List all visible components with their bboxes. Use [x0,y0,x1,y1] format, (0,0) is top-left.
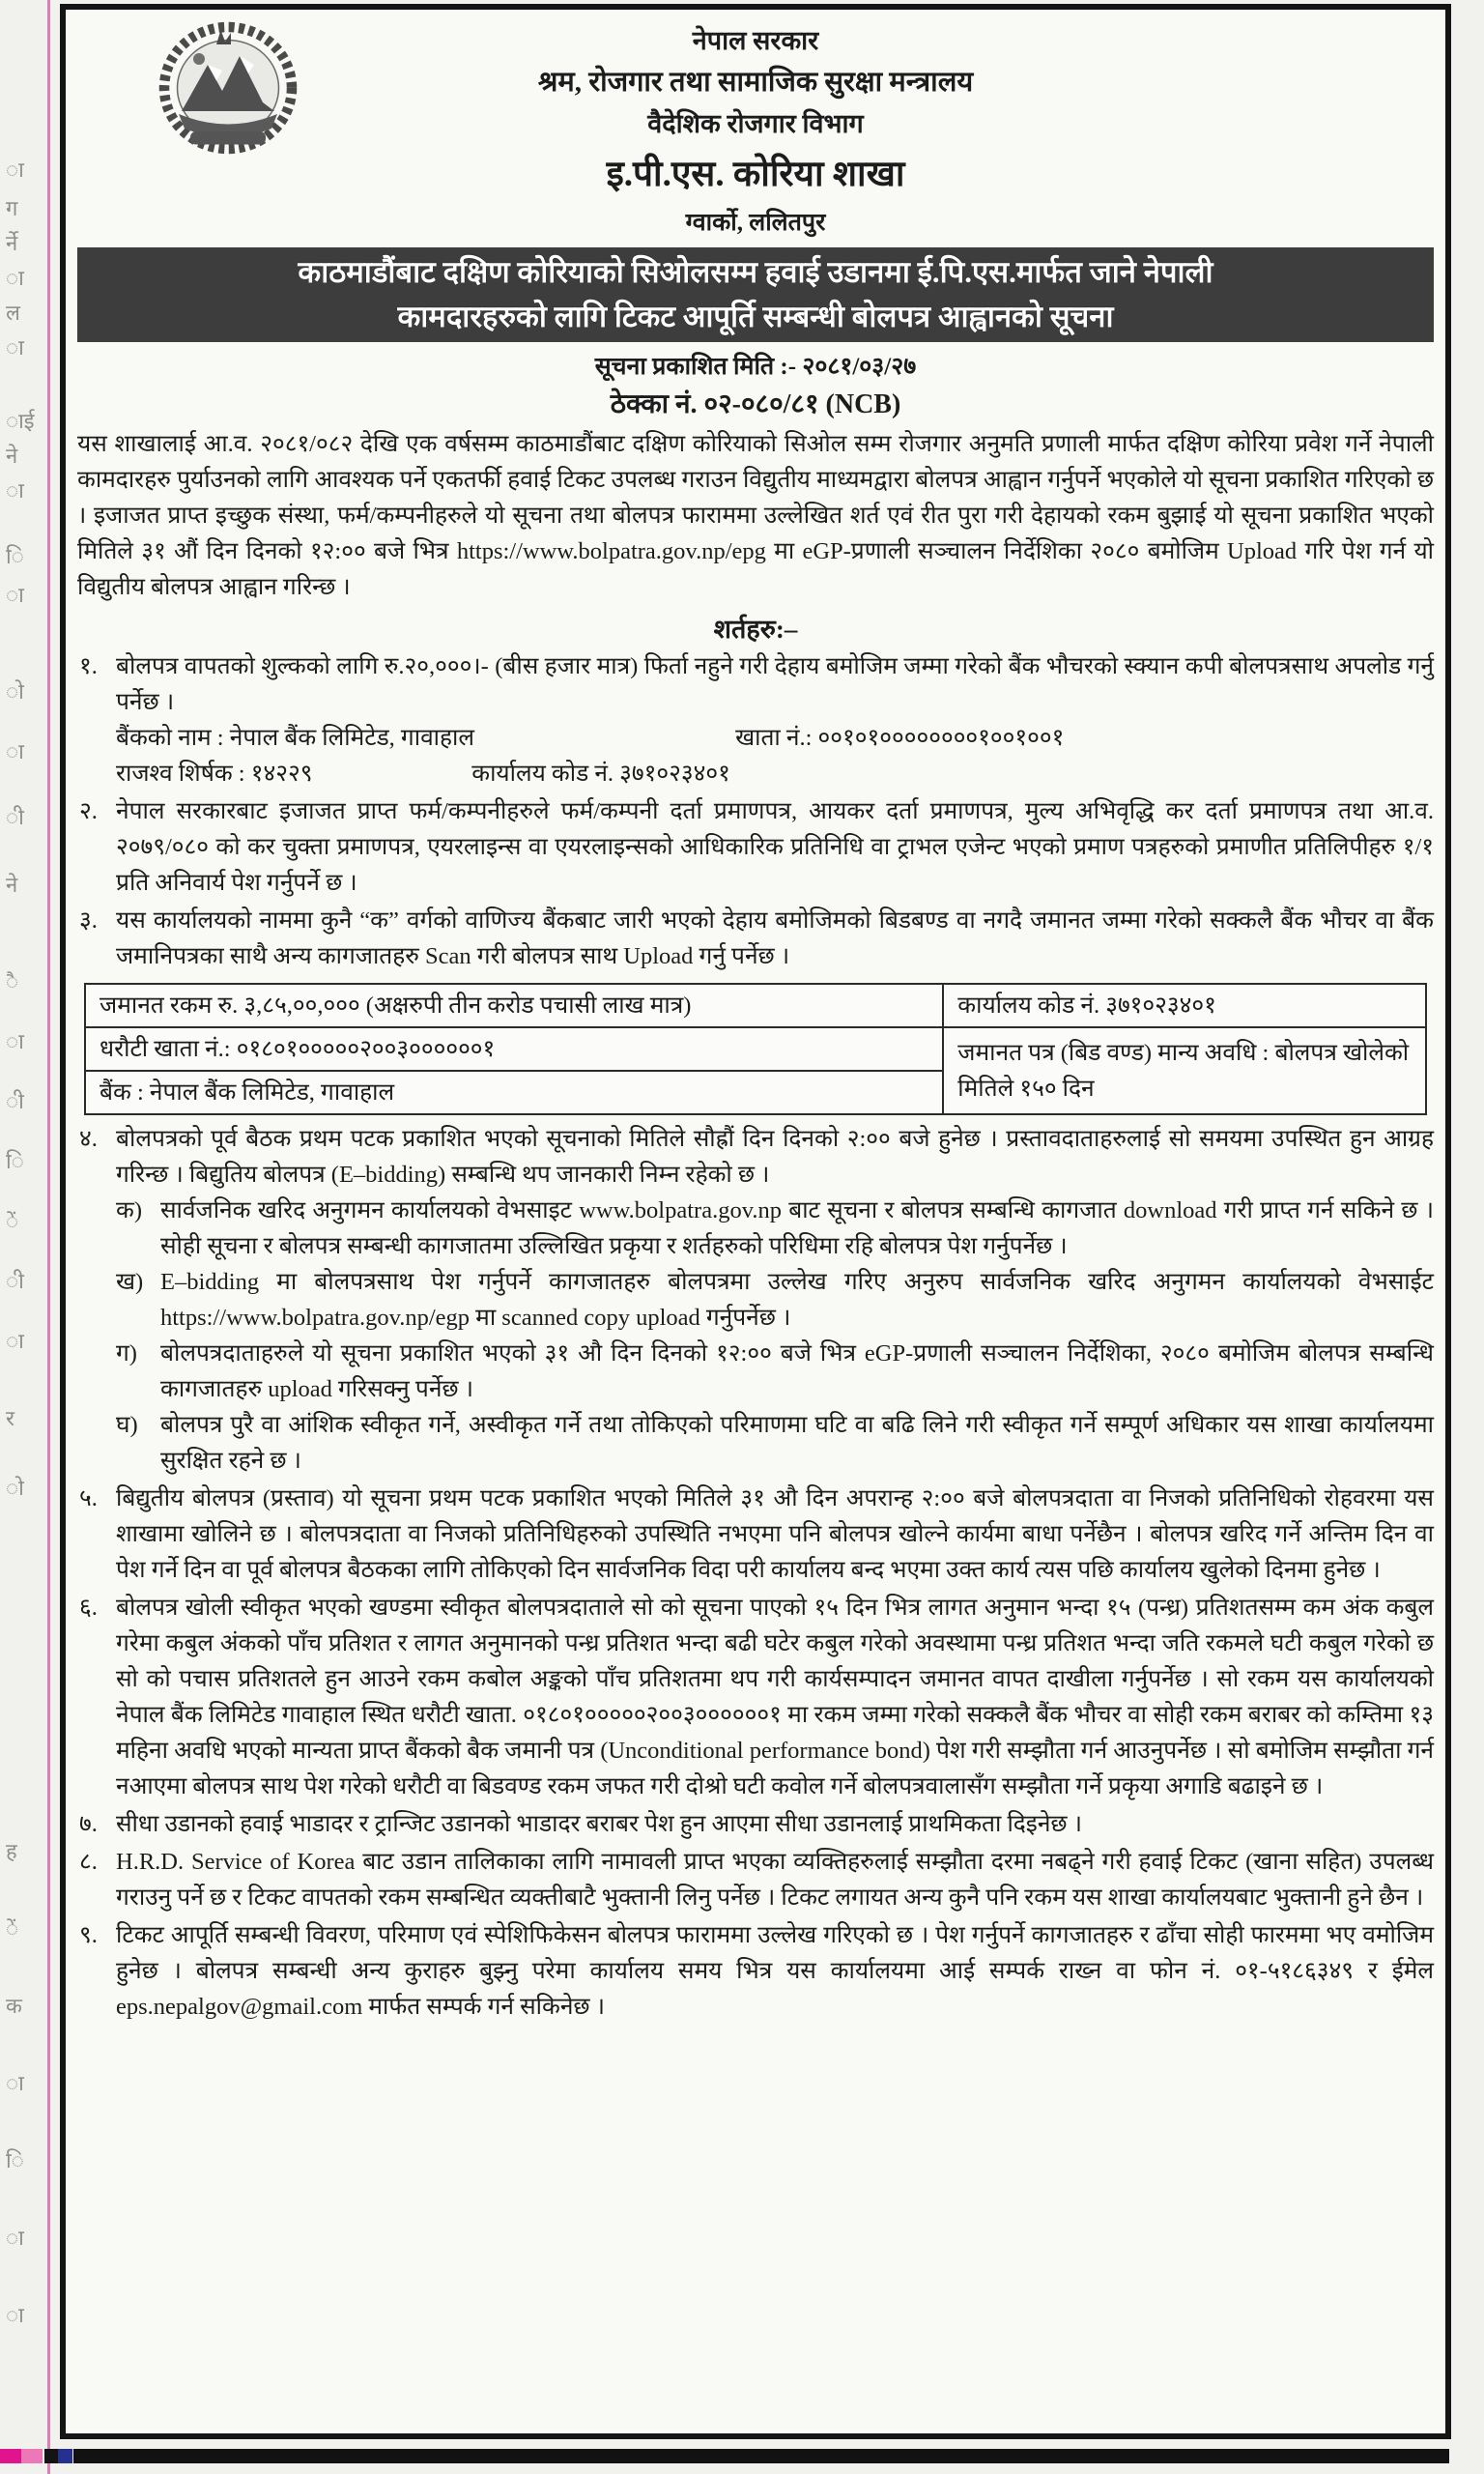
nepal-government-emblem-icon [141,21,315,155]
margin-text-fragment: ें [6,1916,19,1941]
intro-paragraph: यस शाखालाई आ.व. २०८१/०८२ देखि एक वर्षसम्म काठमाडौंबाट दक्षिण कोरियाको सिओल सम्म रोजगार अनुमति प्रणाली मार्फत दक्षिण कोरिया प्रवेश गर्ने नेपाली कामदारहरु पुर्याउनको लागि आवश्यक पर्ने एकतर्फी हवाई टिकट उपलब्ध गराउन विद्युतीय माध्यमद्वारा बोलपत्र आह्वान गर्नुपर्ने भएकोले यो सूचना प्रकाशित गरिएको छ । इजाजत प्राप्त इच्छुक संस्था, फर्म/कम्पनीहरुले यो सूचना तथा बोलपत्र फाराममा उल्लेखित शर्त एवं रीत पुरा गरी देहायको रकम बुझाई यो सूचना प्रकाशित भएको मितिले ३१ औं दिन दिनको १२:०० बजे भित्र https://www.bolpatra.gov.np/epg मा eGP-प्रणाली सञ्चालन निर्देशिका २०८० बमोजिम Upload गरि पेश गर्न यो विद्युतीय बोलपत्र आह्वान गरिन्छ । [77,431,1434,600]
conditions-list-part2 [77,1121,1434,2025]
office-code-cell: कार्यालय कोड नं. ३७१०२३४०१ [943,984,1426,1027]
condition-number: ८. [79,1849,98,1875]
margin-text-fragment: ा [6,335,24,360]
margin-text-fragment: क [6,1994,22,2018]
header-address: ग्वार्को, ललितपुर [685,210,826,236]
guarantee-amount-cell: जमानत रकम रु. ३,८५,००,००० (अक्षरुपी तीन करोड पचासी लाख मात्र) [85,984,943,1027]
condition-number: १. [79,653,98,679]
condition-text: टिकट आपूर्ति सम्बन्धी विवरण, परिमाण एवं स्पेशिफिकेसन बोलपत्र फाराममा उल्लेख गरिएको छ । पेश गर्नुपर्ने कागजातहरु र ढाँचा सोही फारममा भए वमोजिम हुनेछ । बोलपत्र सम्बन्धी अन्य कुराहरु बुझ्नु परेमा कार्यालय समय भित्र यस कार्यालयमा आई सम्पर्क राख्न वा फोन नं. ०१-५१८६३४९ र ईमेल eps.nepalgov@gmail.com मार्फत सम्पर्क गर्न सकिनेछ । [116,1922,1434,2020]
subitem-text: बोलपत्रदाताहरुले यो सूचना प्रकाशित भएको ३१ औ दिन दिनको १२:०० बजे भित्र eGP-प्रणाली सञ्चालन निर्देशिका, २०८० बमोजिम बोलपत्र सम्बन्धि कागजातहरु upload गरिसक्नु पर्नेछ । [160,1340,1434,1402]
condition-text: सीधा उडानको हवाई भाडादर र ट्रान्जिट उडानको भाडादर बराबर पेश हुन आएमा सीधा उडानलाई प्राथमिकता दिइनेछ । [116,1811,1083,1837]
condition-text: H.R.D. Service of Korea बाट उडान तालिकाका लागि नामावली प्राप्त भएका व्यक्तिहरुलाई सम्झौता दरमा नबढ्ने गरी हवाई टिकट (खाना सहित) उपलब्ध गराउनु पर्ने छ र टिकट वापतको रकम सम्बन्धित व्यक्तीबाटै भुक्तानी लिनु पर्नेछ । टिकट लगायत अन्य कुनै पनि रकम यस शाखा कार्यालयबाट भुक्तानी हुने छैन । [116,1849,1434,1911]
margin-text-fragment: र्ने [6,231,18,255]
contract-number: ठेक्का नं. ०२-०८०/८१ (NCB) [610,389,901,419]
margin-text-fragment: ी [6,805,24,829]
margin-text-fragment: ो [6,679,24,704]
subitem-text: बोलपत्र पुरै वा आंशिक स्वीकृत गर्ने, अस्वीकृत गर्ने तथा तोकिएको परिमाणमा घटि वा बढि लिने गरी स्वीकृत गर्ने सम्पूर्ण अधिकार यस शाखा कार्यालयमा सुरक्षित रहने छ । [160,1412,1434,1474]
margin-text-fragment: ा [6,1029,24,1053]
subitem-text: E–bidding मा बोलपत्रसाथ पेश गर्नुपर्ने कागजातहरु बोलपत्रमा उल्लेख गरिए अनुरुप सार्वजनिक खरिद अनुगमन कार्यालयको वेभसाईट https://www.bolpatra.gov.np/egp मा scanned copy upload गर्नुपर्नेछ । [160,1269,1434,1331]
margin-text-fragment: ल [6,301,20,325]
bid-bond-validity-cell: जमानत पत्र (बिड वण्ड) मान्य अवधि : बोलपत्र खोलेको मितिले १५० दिन [943,1027,1426,1114]
margin-text-fragment: ी [6,1089,24,1113]
margin-text-fragment: ह [6,1839,17,1863]
margin-text-fragment: ा [6,266,24,290]
subitem-label: घ) [116,1412,138,1438]
margin-text-fragment: ने [6,873,18,897]
subitem-label: ख) [116,1269,144,1295]
condition-item [77,648,1434,791]
condition-number: ४. [79,1126,98,1152]
margin-text-fragment: ा [6,478,24,503]
bank-detail-line [116,756,1434,791]
bank-detail-left: बैंकको नाम : नेपाल बैंक लिमिटेड, गावाहाल [116,725,474,751]
header-department: वैदेशिक रोजगार विभाग [647,109,864,138]
margin-text-fragment: ा [6,2303,24,2327]
header-government: नेपाल सरकार [692,26,819,55]
table-row [85,1027,1426,1071]
margin-text-fragment: ी [6,1269,24,1293]
condition-text: बिद्युतीय बोलपत्र (प्रस्ताव) यो सूचना प्रथम पटक प्रकाशित भएको मितिले ३१ औ दिन अपरान्ह २:०० बजे बोलपत्रदाता वा निजको प्रतिनिधिको रोहवरमा यस शाखामा खोलिने छ । बोलपत्रदाता वा निजको प्रतिनिधिहरुको उपस्थिति नभएमा पनि बोलपत्र खोल्ने कार्यमा बाधा पर्नेछैन । बोलपत्र खरिद गर्ने अन्तिम दिन वा पेश गर्ने दिन वा पूर्व बोलपत्र बैठकका लागि तोकिएको दिन सार्वजनिक विदा परी कार्यालय बन्द भएमा उक्त कार्य त्यस पछि कार्यालय खुलेको दिनमा हुनेछ । [116,1485,1434,1583]
print-registration-rule [47,0,50,2474]
subitem-label: क) [116,1197,142,1223]
notice-sheet [60,4,1451,2439]
condition-subitem [116,1407,1434,1479]
bank-name-cell: बैंक : नेपाल बैंक लिमिटेड, गावाहाल [85,1071,943,1114]
bank-detail-right: कार्यालय कोड नं. ३७१०२३४०१ [471,761,730,787]
guarantee-table [84,983,1427,1115]
print-black-bar [73,2449,1449,2463]
color-calibration-mark [58,2449,72,2463]
condition-item [77,1844,1434,1915]
condition-text: बोलपत्र खोली स्वीकृत भएको खण्डमा स्वीकृत बोलपत्रदाताले सो को सूचना पाएको १५ दिन भित्र लागत अनुमान भन्दा १५ (पन्ध्र) प्रतिशतसम्म कम अंक कबुल गरेमा कबुल अंकको पाँच प्रतिशत र लागत अनुमानको पन्ध्र प्रतिशत भन्दा बढी घटेर कबुल गरेको अवस्थामा पन्ध्र प्रतिशत भन्दा जति रकमले घटी कबुल गरेको छ सो को पचास प्रतिशतले हुन आउने रकम कबोल अङ्कको पाँच प्रतिशतमा थप गरी कार्यसम्पादन जमानत वापत दाखीला गर्नुपर्नेछ । सो रकम यस कार्यालयको नेपाल बैंक लिमिटेड गावाहाल स्थित धरौटी खाता. ०१८०१०००००२००३००००००१ मा रकम जम्मा गरेको सक्कलै बैंक भौचर वा सोही रकम बराबर को कम्तिमा १३ महिना अवधि भएको मान्यता प्राप्त बैंकको बैक जमानी पत्र (Unconditional performance bond) पेश गरी सम्झौता गर्न आउनुपर्नेछ । सो बमोजिम सम्झौता गर्न नआएमा बोलपत्र साथ पेश गरेको धरौटी वा बिडवण्ड रकम जफत गरी दोश्रो घटी कवोल गर्ने बोलपत्रवालासँग सम्झौता गर्ने प्रकृया अगाडि बढाइने छ । [116,1595,1434,1799]
bank-detail-right: खाता नं.: ००१०१००००००००१००१००१ [735,725,1065,751]
margin-text-fragment: ाई [6,409,35,433]
condition-number: ५. [79,1485,98,1511]
condition-item [77,793,1434,901]
condition-number: २. [79,798,98,824]
condition-text: बोलपत्रको पूर्व बैठक प्रथम पटक प्रकाशित भएको सूचनाको मितिले सौह्रौं दिन दिनको २:०० बजे हुनेछ । प्रस्तावदाताहरुलाई सो समयमा उपस्थित हुन आग्रह गरिन्छ । बिद्युतिय बोलपत्र (E–bidding) सम्बन्धि थप जानकारी निम्न रहेको छ । [116,1126,1434,1188]
bank-detail-left: राजश्व शिर्षक : १४२२९ [116,761,313,787]
margin-text-fragment: ने [6,444,18,468]
header-branch: इ.पी.एस. कोरिया शाखा [606,155,905,194]
margin-text-fragment: ग [6,196,18,220]
notice-title-line1: काठमाडौंबाट दक्षिण कोरियाको सिओलसम्म हवाई उडानमा ई.पि.एस.मार्फत जाने नेपाली [298,255,1213,289]
margin-text-fragment: ि [6,2148,24,2172]
condition-subitem [116,1264,1434,1336]
condition-item [77,1481,1434,1588]
condition-item [77,1590,1434,1804]
conditions-heading: शर्तहरु:– [713,615,798,644]
color-calibration-mark [21,2449,43,2463]
margin-text-fragment: ा [6,1329,24,1353]
margin-text-fragment: ि [6,1149,24,1173]
deposit-account-cell: धरौटी खाता नं.: ०१८०१०००००२००३००००००१ [85,1027,943,1071]
conditions-list-part1 [77,648,1434,974]
margin-text-fragment: र [6,1406,14,1430]
margin-text-fragment: ा [6,2071,24,2095]
bank-detail-line [116,720,1434,756]
subitem-text: सार्वजनिक खरिद अनुगमन कार्यालयको वेभसाइट www.bolpatra.gov.np बाट सूचना र बोलपत्र सम्बन्धि कागजात download गरी प्राप्त गर्न सकिने छ । सोही सूचना र बोलपत्र सम्बन्धी कागजातमा उल्लिखित प्रकृया र शर्तहरुको परिधिमा रहि बोलपत्र पेश गर्नुपर्नेछ । [160,1197,1434,1259]
condition-number: ३. [79,907,98,934]
condition-number: ७. [79,1811,98,1837]
condition-item [77,1806,1434,1842]
published-date: सूचना प्रकाशित मिति :- २०८१/०३/२७ [594,354,917,380]
margin-text-fragment: ै [6,969,19,993]
notice-title-line2: कामदारहरुको लागि टिकट आपूर्ति सम्बन्धी बोलपत्र आह्वानको सूचना [397,300,1114,333]
subitem-label: ग) [116,1340,137,1366]
table-row [85,984,1426,1027]
color-calibration-mark [44,2449,58,2463]
header-ministry: श्रम, रोजगार तथा सामाजिक सुरक्षा मन्त्रालय [537,67,974,98]
condition-number: ६. [79,1595,98,1621]
condition-subitem [116,1336,1434,1407]
letterhead [77,15,1434,238]
condition-item [77,903,1434,974]
margin-text-fragment: ें [6,1209,19,1233]
margin-text-fragment: ा [6,739,24,763]
condition-text: बोलपत्र वापतको शुल्कको लागि रु.२०,०००।- (बीस हजार मात्र) फिर्ता नहुने गरी देहाय बमोजिम जम्मा गरेको बैंक भौचरको स्क्यान कपी बोलपत्रसाथ अपलोड गर्नु पर्नेछ । [116,653,1434,715]
margin-text-fragment: ा [6,583,24,607]
condition-item [77,1917,1434,2025]
color-calibration-mark [0,2449,21,2463]
condition-item [77,1121,1434,1479]
condition-subitem [116,1193,1434,1264]
margin-text-fragment: ा [6,2226,24,2250]
condition-number: ९. [79,1922,98,1948]
margin-text-fragment: ा [6,158,24,182]
condition-text: यस कार्यालयको नाममा कुनै “क” वर्गको वाणिज्य बैंकबाट जारी भएको देहाय बमोजिमको बिडबण्ड वा नगदै जमानत जम्मा गरेको सक्कलै बैंक भौचर वा बैंक जमानिपत्रका साथै अन्य कागजातहरु Scan गरी बोलपत्र साथ Upload गर्नु पर्नेछ । [116,907,1434,969]
condition-text: नेपाल सरकारबाट इजाजत प्राप्त फर्म/कम्पनीहरुले फर्म/कम्पनी दर्ता प्रमाणपत्र, आयकर दर्ता प्रमाणपत्र, मुल्य अभिवृद्धि कर दर्ता प्रमाणपत्र तथा आ.व. २०७९/०८० को कर चुक्ता प्रमाणपत्र, एयरलाइन्स वा एयरलाइन्सको आधिकारिक प्रतिनिधि वा ट्राभल एजेन्ट भएको प्रमाण पत्रहरुको प्रमाणीत प्रतिलिपीहरु १/१ प्रति अनिवार्य पेश गर्नुपर्ने छ । [116,798,1434,896]
margin-text-fragment: ो [6,1476,24,1500]
margin-text-fragment: ि [6,544,24,568]
notice-title-bar [77,247,1434,342]
